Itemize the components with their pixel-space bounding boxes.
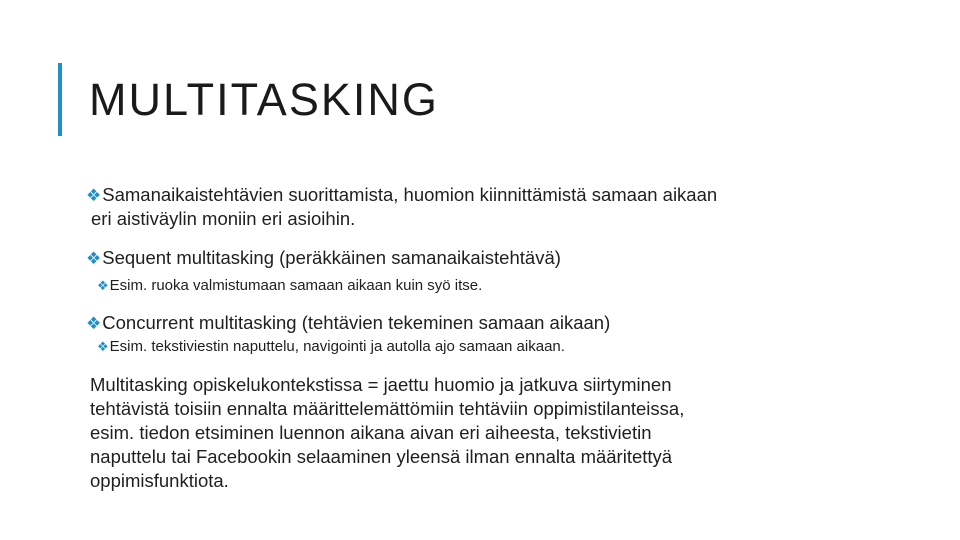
paragraph-line: tehtävistä toisiin ennalta määrittelemättömiin tehtäviin oppimistilanteissa, <box>90 398 685 419</box>
sub-bullet-item <box>97 337 565 357</box>
sub-bullet-text: Esim. tekstiviestin naputtelu, navigointi ja autolla ajo samaan aikaan. <box>109 338 565 355</box>
title-accent-bar <box>58 63 62 136</box>
bullet-item-continuation <box>91 207 355 231</box>
diamond-bullet-icon: ❖ <box>97 278 109 293</box>
diamond-bullet-icon: ❖ <box>97 339 109 354</box>
body-paragraph <box>90 373 684 493</box>
diamond-bullet-icon: ❖ <box>86 186 102 205</box>
bullet-text: eri aistiväylin moniin eri asioihin. <box>91 208 356 229</box>
bullet-text: Sequent multitasking (peräkkäinen samanaikaistehtävä) <box>102 247 561 268</box>
paragraph-line: Multitasking opiskelukontekstissa = jaettu huomio ja jatkuva siirtyminen <box>90 374 672 395</box>
bullet-item <box>86 183 717 208</box>
bullet-text: Concurrent multitasking (tehtävien tekeminen samaan aikaan) <box>102 312 611 333</box>
diamond-bullet-icon: ❖ <box>86 249 102 268</box>
slide-title: MULTITASKING <box>89 74 439 125</box>
sub-bullet-item <box>97 276 482 296</box>
paragraph-line: naputtelu tai Facebookin selaaminen yleensä ilman ennalta määritettyä <box>90 446 673 467</box>
diamond-bullet-icon: ❖ <box>86 314 102 333</box>
bullet-item <box>86 311 610 336</box>
bullet-item <box>86 246 561 271</box>
bullet-text: Samanaikaistehtävien suorittamista, huomion kiinnittämistä samaan aikaan <box>102 184 718 205</box>
sub-bullet-text: Esim. ruoka valmistumaan samaan aikaan kuin syö itse. <box>109 277 483 294</box>
paragraph-line: oppimisfunktiota. <box>90 470 229 491</box>
paragraph-line: esim. tiedon etsiminen luennon aikana aivan eri aiheesta, tekstivietin <box>90 422 652 443</box>
